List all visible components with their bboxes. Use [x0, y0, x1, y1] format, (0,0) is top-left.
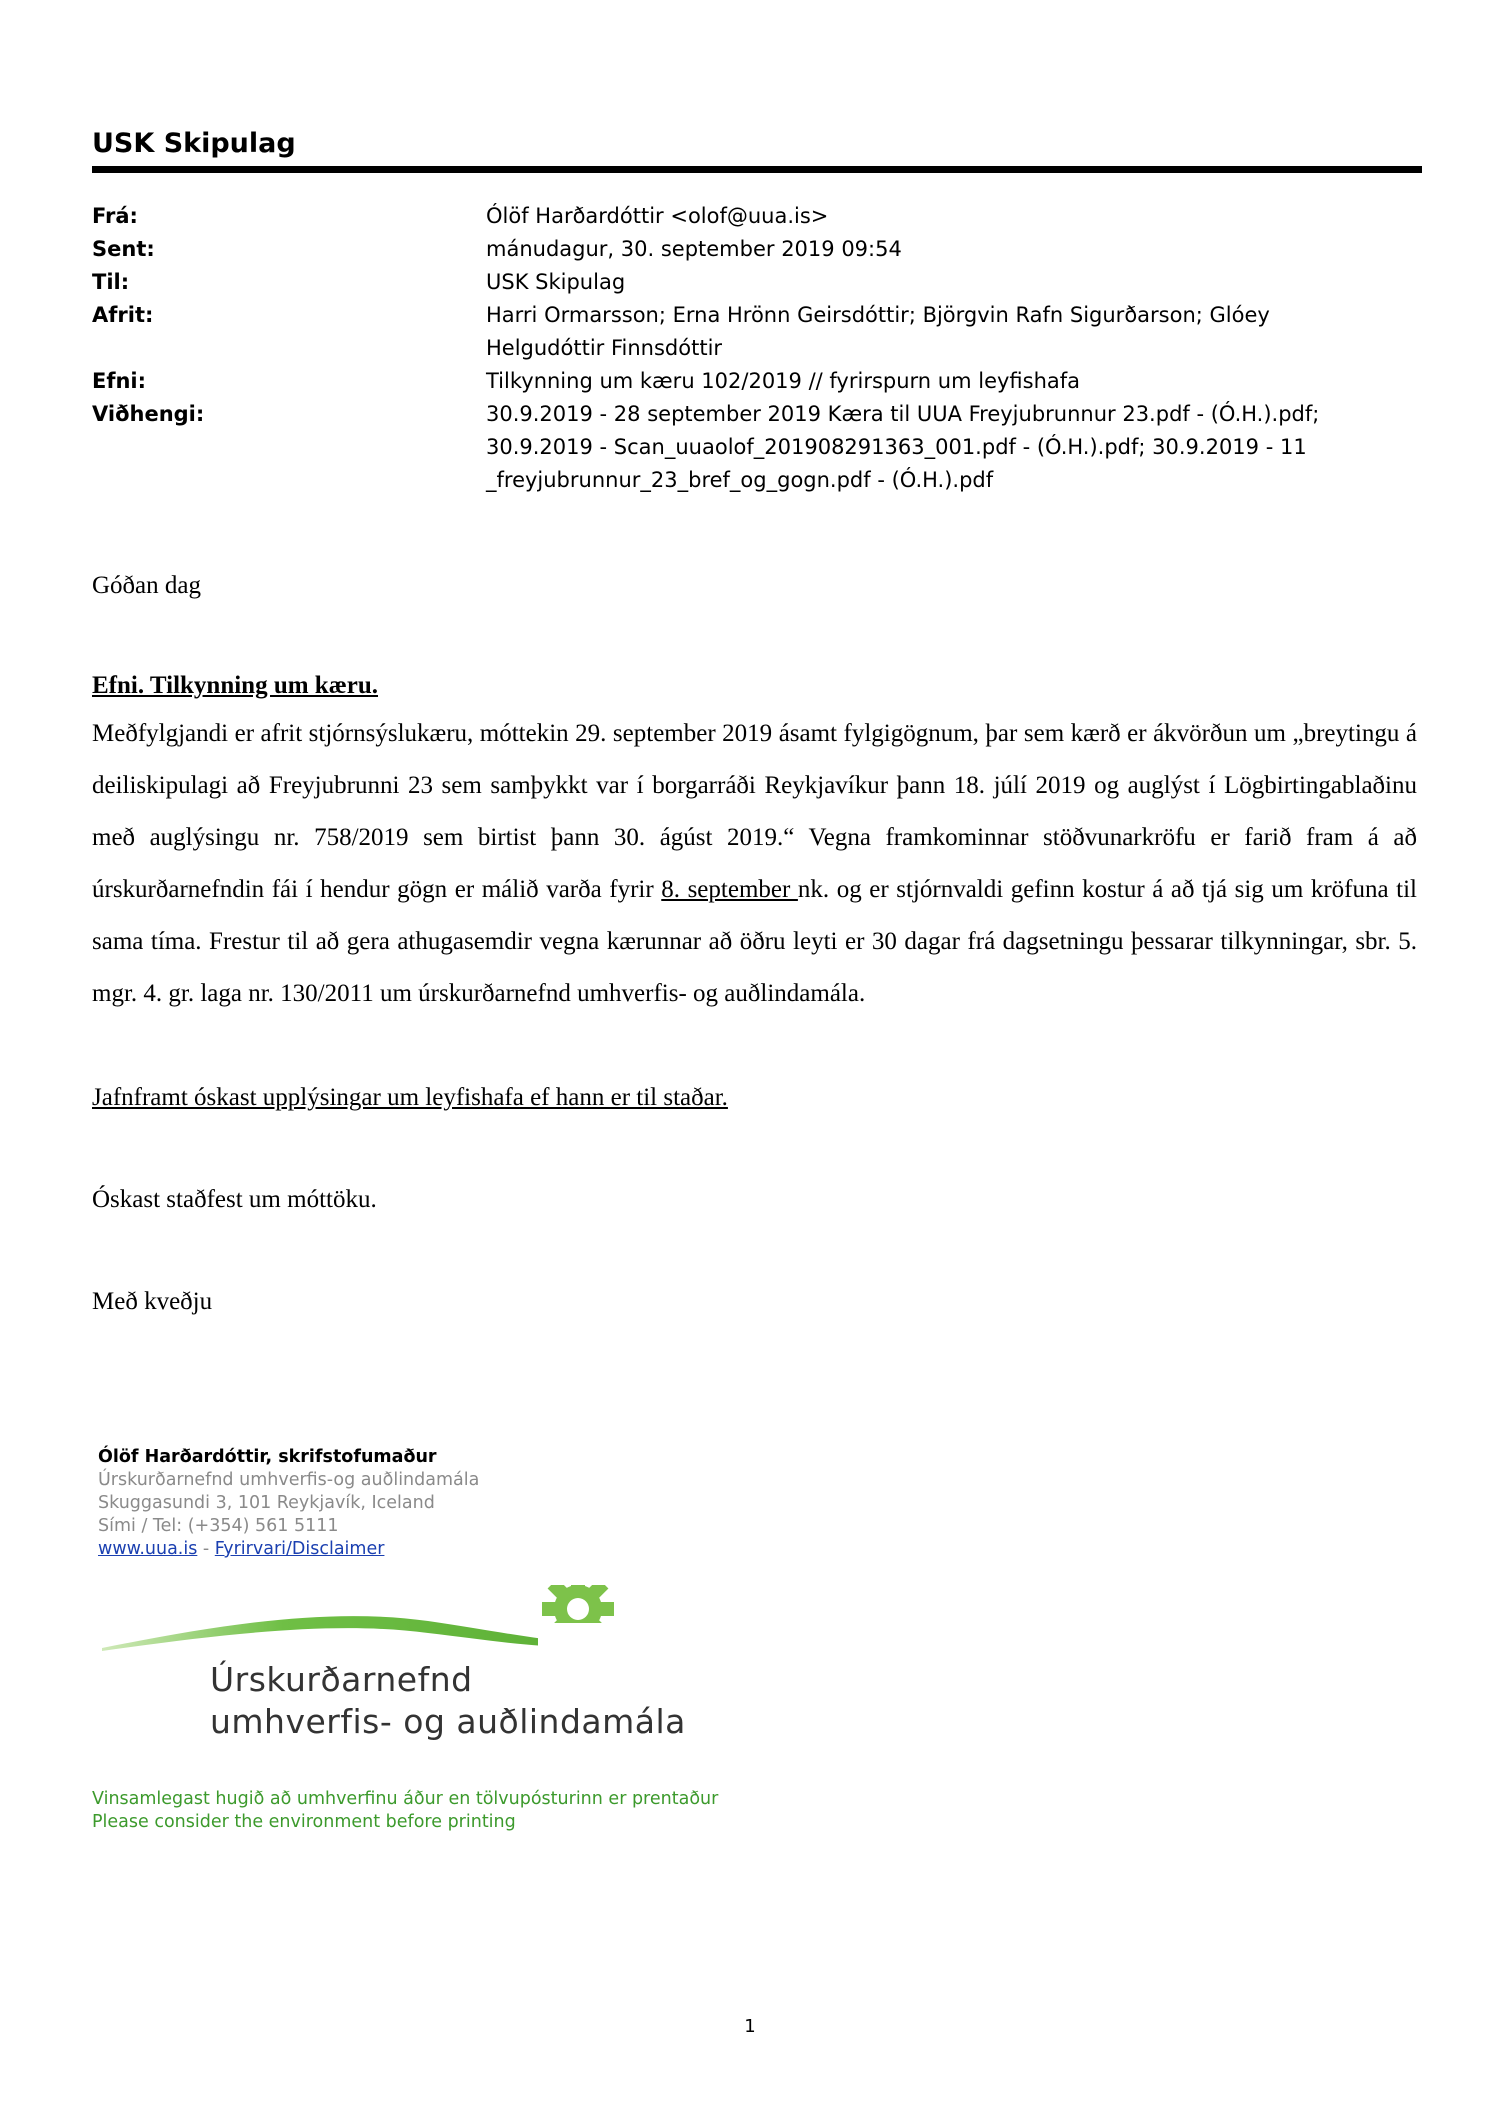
environment-notice	[92, 1788, 718, 1834]
email-body	[92, 560, 1417, 1328]
header-row-sent	[92, 233, 1422, 266]
header-row-attachments	[92, 398, 1422, 497]
logo-line-2: umhverfis- og auðlindamála	[210, 1702, 686, 1741]
subject-label: Efni:	[92, 369, 147, 393]
permit-holder-request: Jafnframt óskast upplýsingar um leyfishafa ef hann er til staðar.	[92, 1084, 728, 1111]
greeting: Góðan dag	[92, 572, 201, 599]
signature-org: Úrskurðarnefnd umhverfis-og auðlindamála	[98, 1470, 480, 1490]
logo-line-1: Úrskurðarnefnd	[210, 1660, 473, 1699]
to-label: Til:	[92, 270, 130, 294]
link-separator: -	[197, 1539, 215, 1559]
header-row-subject	[92, 365, 1422, 398]
email-header	[92, 200, 1422, 497]
title-rule	[92, 166, 1422, 173]
header-row-to	[92, 266, 1422, 299]
from-value: Ólöf Harðardóttir <olof@uua.is>	[486, 204, 829, 228]
environment-notice-en: Please consider the environment before printing	[92, 1812, 516, 1832]
signature-phone: Sími / Tel: (+354) 561 5111	[98, 1516, 339, 1536]
paragraph-part2: nk. og er stjórnvaldi gefinn kostur á að tjá sig um kröfuna til sama tíma. Frestur til að gera athugasemdir vegna kærunnar að öðru leyti er 30 dagar frá dagsetningu þessarar tilkynningar, sbr. 5. mgr. 4. gr. laga nr. 130/2011 um úrskurðarnefnd umhverfis- og auðlindamála.	[92, 876, 1418, 1007]
cc-label: Afrit:	[92, 303, 154, 327]
header-row-from	[92, 200, 1422, 233]
sent-label: Sent:	[92, 237, 155, 261]
subject-value: Tilkynning um kæru 102/2019 // fyrirspurn um leyfishafa	[486, 369, 1081, 393]
gear-icon	[538, 1585, 618, 1653]
signature	[98, 1446, 479, 1561]
organization-logo	[98, 1585, 698, 1765]
confirmation-request: Óskast staðfest um móttöku.	[92, 1186, 377, 1213]
header-row-cc	[92, 299, 1422, 365]
website-link[interactable]: www.uua.is	[98, 1539, 198, 1559]
from-label: Frá:	[92, 204, 138, 228]
closing: Með kveðju	[92, 1288, 213, 1315]
body-subject: Efni. Tilkynning um kæru.	[92, 672, 379, 699]
environment-notice-is: Vinsamlegast hugið að umhverfinu áður en tölvupósturinn er prentaður	[92, 1789, 719, 1809]
attachments-value: 30.9.2019 - 28 september 2019 Kæra til UUA Freyjubrunnur 23.pdf - (Ó.H.).pdf; 30.9.2019 - Scan_uuaolof_201908291363_001.pdf - (Ó.H.).pdf; 30.9.2019 - 11 _freyjubrunnur_23_bref_og_gogn.pdf - (Ó.H.).pdf	[486, 402, 1320, 492]
cc-value: Harri Ormarsson; Erna Hrönn Geirsdóttir; Björgvin Rafn Sigurðarson; Glóey Helgudóttir Finnsdóttir	[486, 303, 1270, 360]
deadline-date: 8. september	[661, 876, 798, 903]
paragraph-part1: Meðfylgjandi er afrit stjórnsýslukæru, móttekin 29. september 2019 ásamt fylgigögnum, þar sem kærð er ákvörðun um „breytingu á deiliskipulagi að Freyjubrunni 23 sem samþykkt var í borgarráði Reykjavíkur þann 18. júlí 2019 og auglýst í Lögbirtingablaðinu með auglýsingu nr. 758/2019 sem birtist þann 30. ágúst 2019.“ Vegna framkominnar stöðvunarkröfu er farið fram á að úrskurðarnefndin fái í hendur gögn er málið varða fyrir	[92, 720, 1417, 903]
page-number: 1	[744, 2016, 756, 2037]
disclaimer-link[interactable]: Fyrirvari/Disclaimer	[214, 1539, 385, 1559]
sent-value: mánudagur, 30. september 2019 09:54	[486, 237, 902, 261]
signature-address: Skuggasundi 3, 101 Reykjavík, Iceland	[98, 1493, 435, 1513]
document-title: USK Skipulag	[92, 128, 296, 159]
attachments-label: Viðhengi:	[92, 402, 205, 426]
to-value: USK Skipulag	[486, 270, 626, 294]
main-paragraph	[92, 708, 1417, 1020]
signature-name: Ólöf Harðardóttir, skrifstofumaður	[98, 1447, 437, 1467]
signature-links	[98, 1538, 479, 1561]
